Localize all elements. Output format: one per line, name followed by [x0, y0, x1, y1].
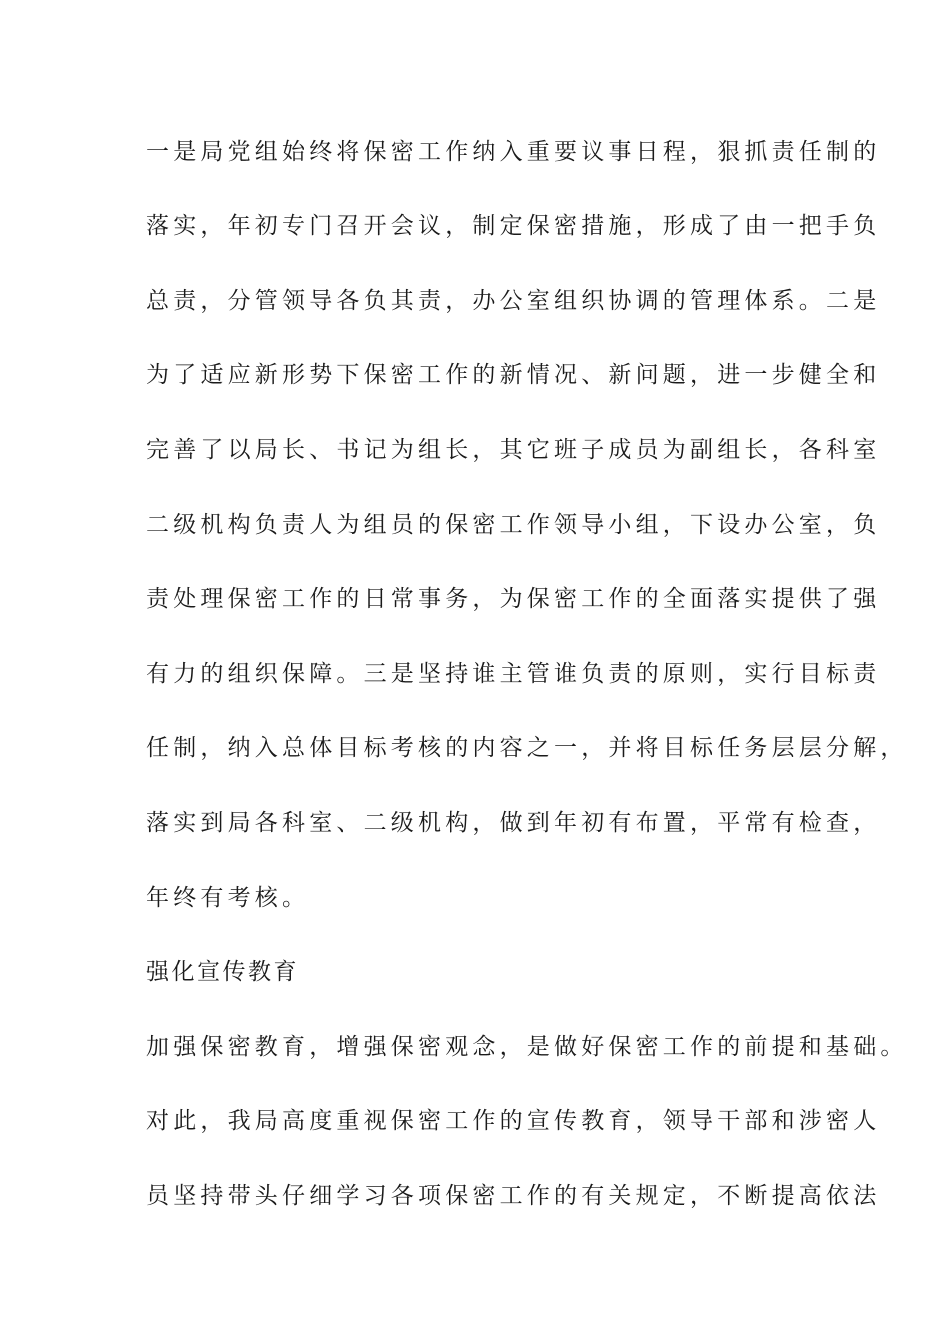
paragraph-1-line-3: 总责，分管领导各负其责，办公室组织协调的管理体系。二是: [146, 288, 881, 314]
paragraph-1-line-11: 年终有考核。: [146, 885, 310, 911]
paragraph-1-line-1: 一是局党组始终将保密工作纳入重要议事日程，狠抓责任制的: [146, 139, 881, 165]
paragraph-1-line-5: 完善了以局长、书记为组长，其它班子成员为副组长，各科室: [146, 437, 881, 463]
paragraph-1-line-2: 落实，年初专门召开会议，制定保密措施，形成了由一把手负: [146, 213, 881, 239]
section-heading: 强化宣传教育: [146, 959, 299, 985]
paragraph-1-line-6: 二级机构负责人为组员的保密工作领导小组，下设办公室，负: [146, 512, 881, 538]
paragraph-2-line-3: 员坚持带头仔细学习各项保密工作的有关规定，不断提高依法: [146, 1183, 881, 1209]
paragraph-1-line-4: 为了适应新形势下保密工作的新情况、新问题，进一步健全和: [146, 362, 881, 388]
paragraph-1-line-8: 有力的组织保障。三是坚持谁主管谁负责的原则，实行目标责: [146, 661, 881, 687]
paragraph-1-line-9: 任制，纳入总体目标考核的内容之一，并将目标任务层层分解，: [146, 735, 908, 761]
paragraph-1-line-7: 责处理保密工作的日常事务，为保密工作的全面落实提供了强: [146, 586, 881, 612]
paragraph-2-line-2: 对此，我局高度重视保密工作的宣传教育，领导干部和涉密人: [146, 1108, 881, 1134]
paragraph-2-line-1: 加强保密教育，增强保密观念，是做好保密工作的前提和基础。: [146, 1034, 908, 1060]
paragraph-1-line-10: 落实到局各科室、二级机构，做到年初有布置，平常有检查，: [146, 810, 881, 836]
